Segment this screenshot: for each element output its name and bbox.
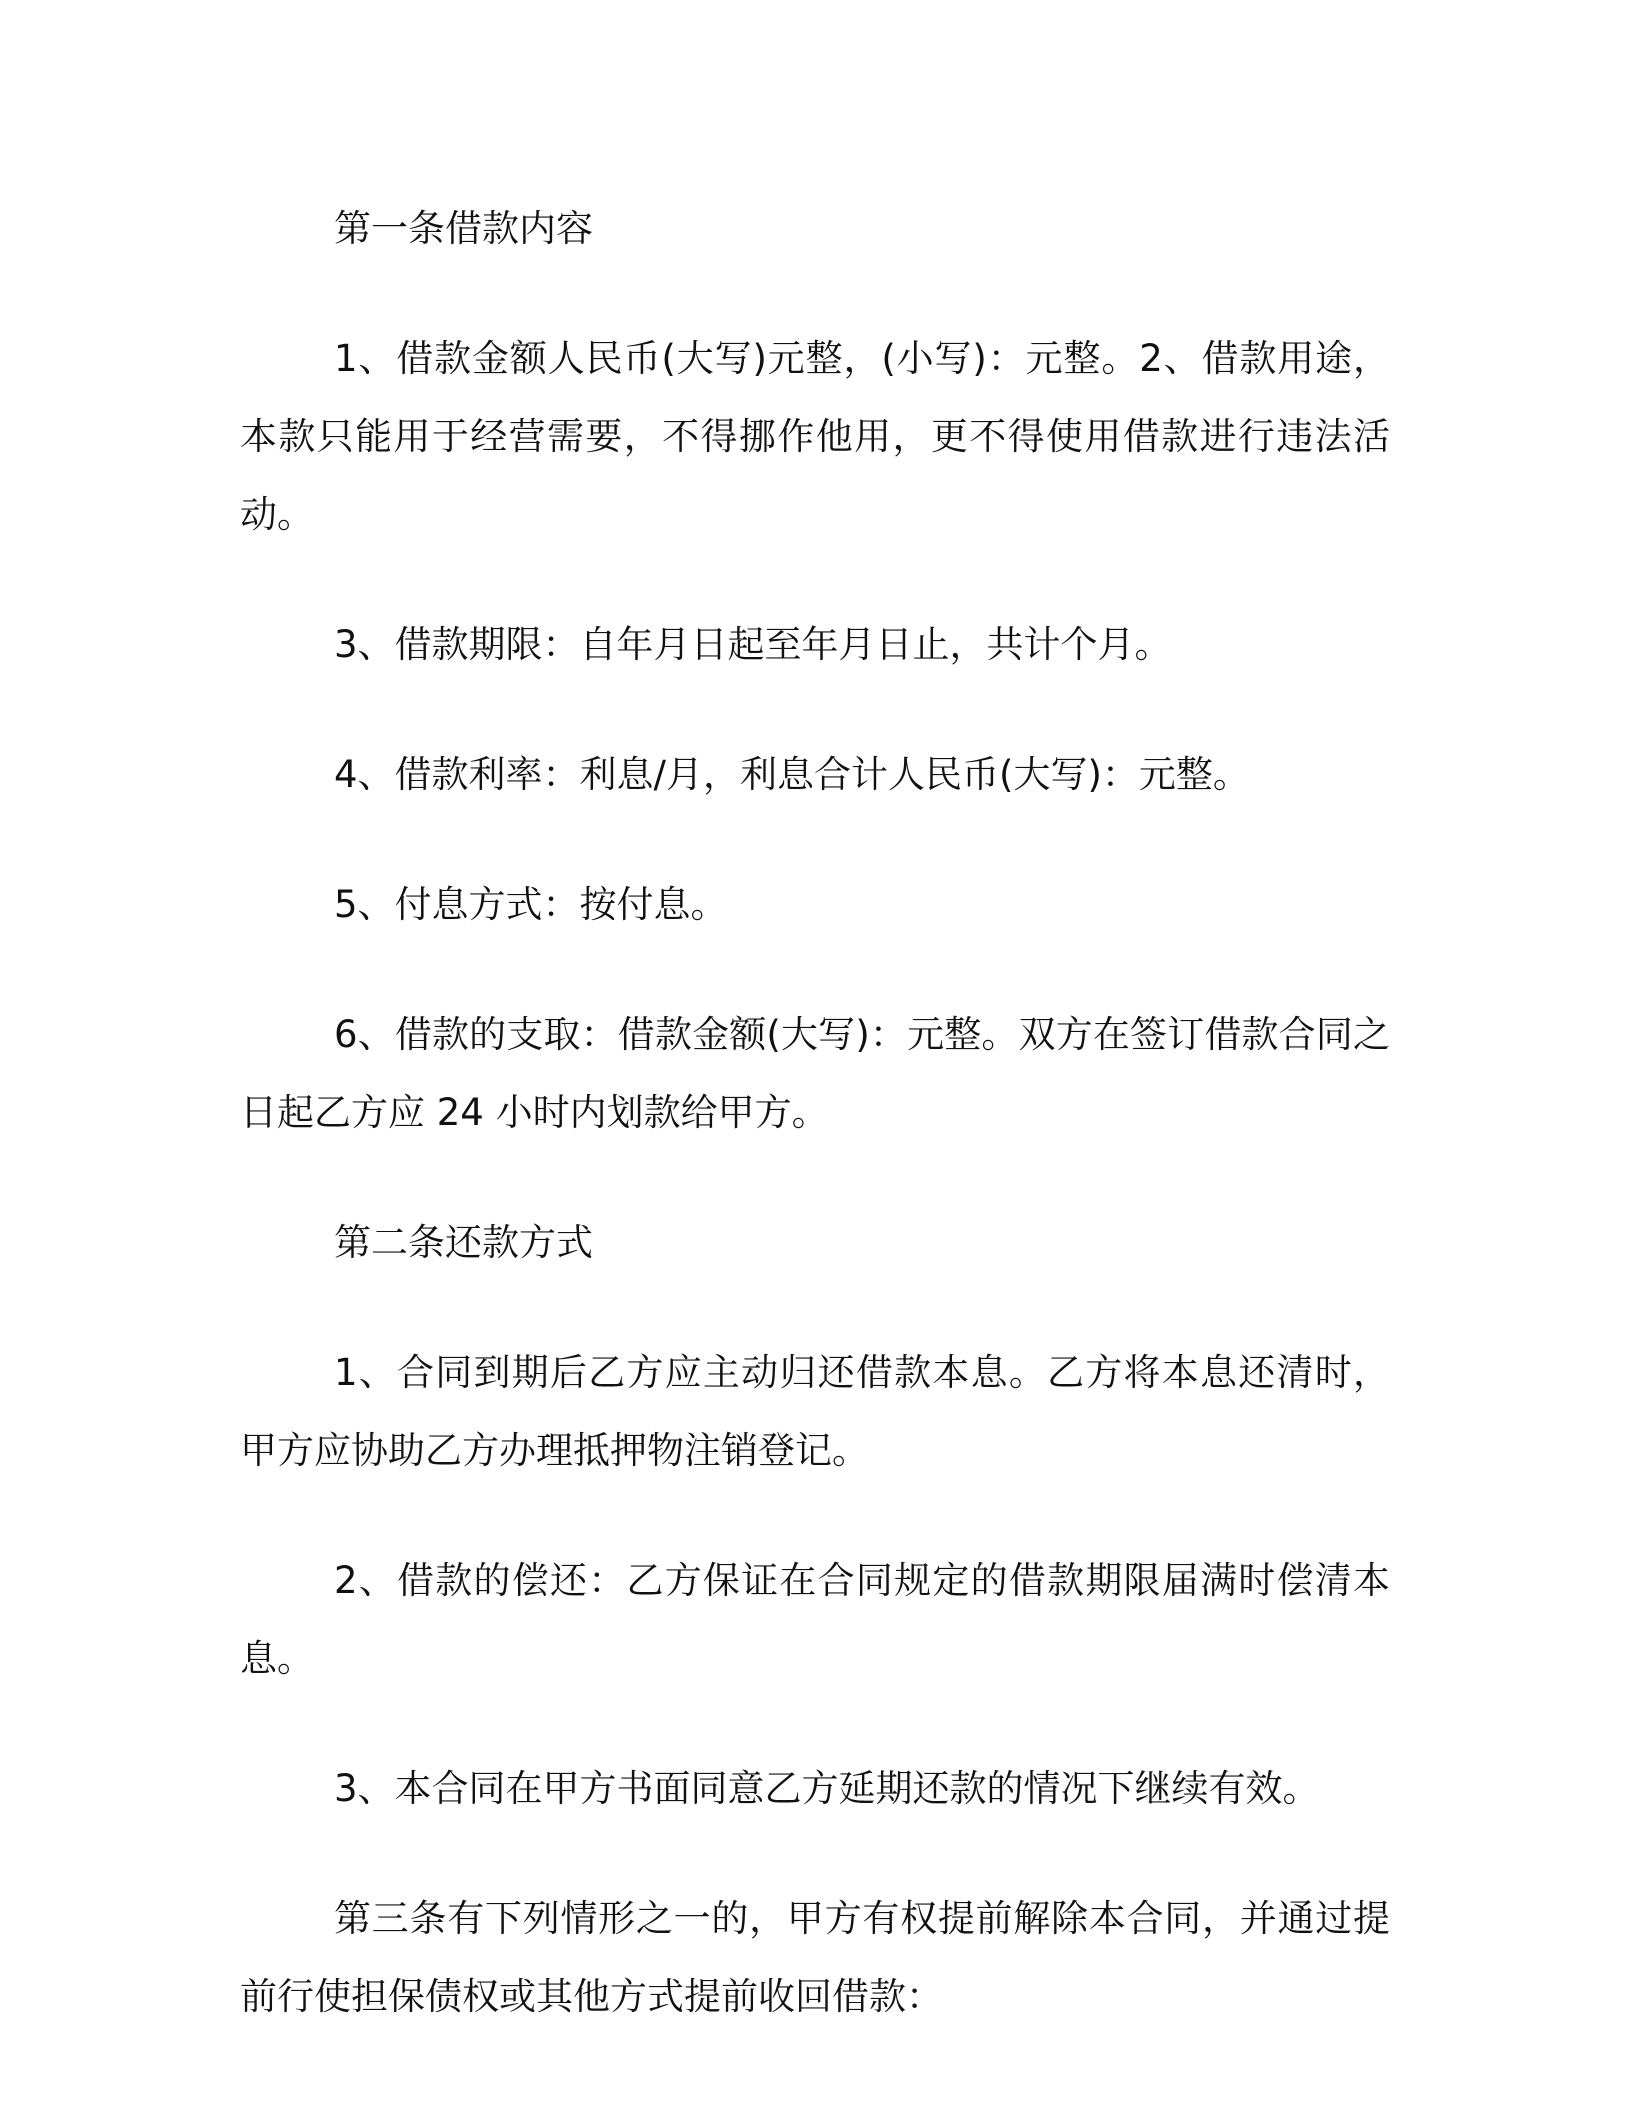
heading-article-1: 第一条借款内容 <box>334 207 593 250</box>
repayment-clause-2: 2、借款的偿还：乙方保证在合同规定的借款期限届满时偿清本息。 <box>240 1559 1390 1680</box>
clause-4-interest-rate: 4、借款利率：利息/月，利息合计人民币(大写)：元整。 <box>334 753 1250 796</box>
clause-1-amount-purpose: 1、借款金额人民币(大写)元整，(小写)：元整。2、借款用途，本款只能用于经营需要，不得挪作他用，更不得使用借款进行违法活动。 <box>240 337 1390 536</box>
document-body <box>240 190 1390 2088</box>
clause-3-term: 3、借款期限：自年月日起至年月日止，共计个月。 <box>334 623 1172 666</box>
heading-article-2: 第二条还款方式 <box>334 1221 593 1264</box>
heading-article-3: 第三条有下列情形之一的，甲方有权提前解除本合同，并通过提前行使担保债权或其他方式提前收回借款： <box>240 1897 1390 2018</box>
clause-6-disbursement: 6、借款的支取：借款金额(大写)：元整。双方在签订借款合同之日起乙方应 24 小时内划款给甲方。 <box>240 1013 1390 1134</box>
repayment-clause-1: 1、合同到期后乙方应主动归还借款本息。乙方将本息还清时，甲方应协助乙方办理抵押物注销登记。 <box>240 1351 1390 1472</box>
clause-5-payment-method: 5、付息方式：按付息。 <box>334 883 728 926</box>
repayment-clause-3: 3、本合同在甲方书面同意乙方延期还款的情况下继续有效。 <box>334 1767 1320 1810</box>
